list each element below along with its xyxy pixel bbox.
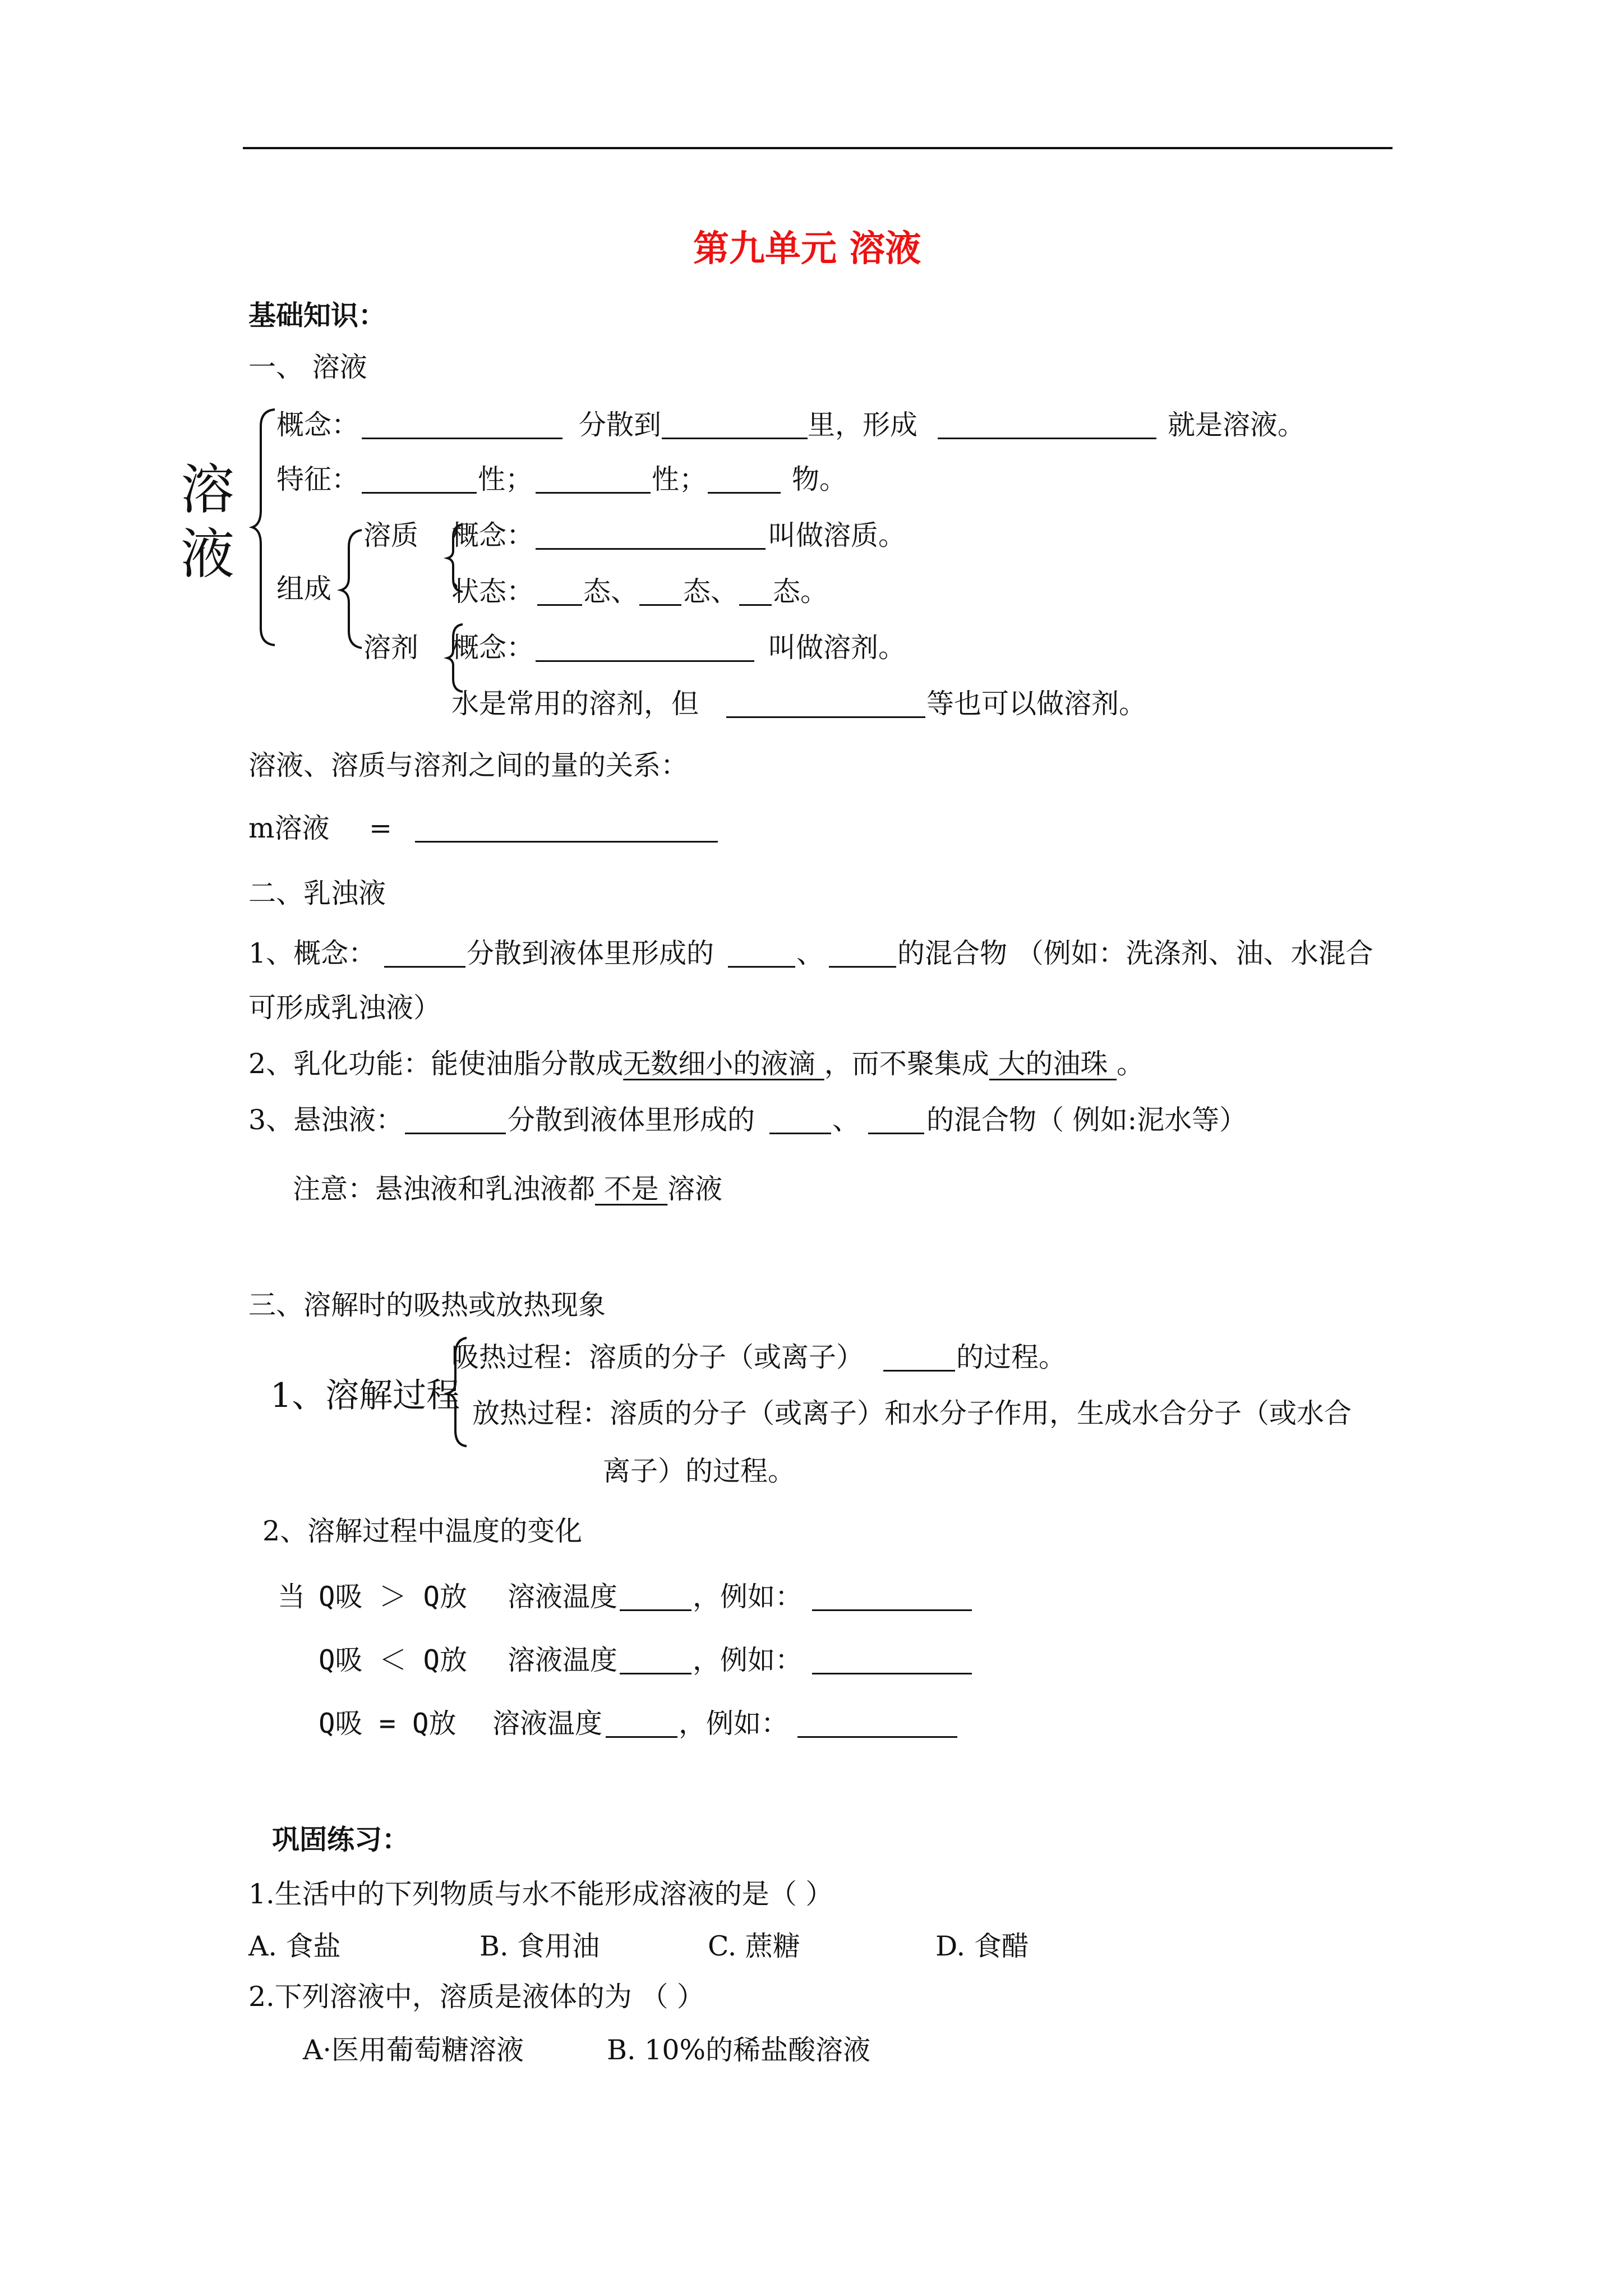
mass-eq: = xyxy=(369,812,393,844)
question-2: 2.下列溶液中，溶质是液体的为 （ ） xyxy=(248,1981,704,2013)
release-line-1: 放热过程：溶质的分子（或离子）和水分子作用，生成水合分子（或水合 xyxy=(472,1397,1352,1429)
feature-blank-1[interactable] xyxy=(362,492,477,494)
relation-text: 溶液、溶质与溶剂之间的量的关系： xyxy=(248,749,689,781)
emulsion-item2 xyxy=(248,1050,1144,1078)
feature-xing-2: 性； xyxy=(652,463,707,495)
solute-label: 溶质 xyxy=(363,519,419,551)
concept-mid-1: 分散到 xyxy=(579,409,662,441)
concept-blank-1[interactable] xyxy=(362,438,562,439)
solute-concept-end: 叫做溶质。 xyxy=(768,519,906,551)
row3-temp-label: 溶液温度 xyxy=(492,1708,603,1740)
q2-option-a[interactable]: A·医用葡萄糖溶液 xyxy=(303,2034,524,2066)
emulsion-item1-mid: 分散到液体里形成的 xyxy=(467,937,714,969)
note-end: 溶液 xyxy=(667,1173,723,1205)
absorb-start: 吸热过程：溶质的分子（或离子） xyxy=(451,1341,864,1373)
emulsion-item1-blank-1[interactable] xyxy=(384,966,465,968)
emulsion-item2-mid: ，而不聚集成 xyxy=(824,1048,989,1080)
big-label-rong: 溶 xyxy=(181,458,234,521)
big-label-ye: 液 xyxy=(181,523,234,586)
section1-heading: 一、 溶液 xyxy=(248,351,367,383)
section-basic-heading: 基础知识： xyxy=(248,300,386,332)
concept-mid-2: 里，形成 xyxy=(808,409,918,441)
q1-option-d[interactable]: D. 食醋 xyxy=(935,1930,1029,1962)
solvent-concept-end: 叫做溶剂。 xyxy=(768,632,906,664)
emulsion-item1-start: 1、概念： xyxy=(248,937,376,969)
row3-example-blank[interactable] xyxy=(797,1736,957,1738)
feature-blank-2[interactable] xyxy=(536,492,651,494)
composition-brace xyxy=(336,527,365,651)
section2-heading: 二、乳浊液 xyxy=(248,877,386,909)
question-1: 1.生活中的下列物质与水不能形成溶液的是（ ） xyxy=(248,1878,833,1910)
row3-temp-blank[interactable] xyxy=(606,1736,677,1738)
note-answer: 不是 xyxy=(595,1173,668,1205)
row2-example-label: ，例如： xyxy=(693,1644,803,1676)
emulsion-item1-blank-2[interactable] xyxy=(728,966,795,968)
state-1: 态、 xyxy=(583,576,639,608)
page-title: 第九单元 溶液 xyxy=(693,228,921,270)
row1-compare: Q吸 ＞ Q放 xyxy=(319,1581,468,1613)
row2-temp-label: 溶液温度 xyxy=(508,1644,618,1676)
section3-heading: 三、溶解时的吸热或放热现象 xyxy=(248,1289,606,1321)
water-line-end: 等也可以做溶剂。 xyxy=(926,688,1147,720)
emulsion-item1-end: 的混合物 （例如：洗涤剂、油、水混合 xyxy=(897,937,1373,969)
row1-example-blank[interactable] xyxy=(812,1609,972,1611)
suspension-mid: 分散到液体里形成的 xyxy=(508,1104,755,1136)
note-line xyxy=(293,1175,722,1203)
row2-example-blank[interactable] xyxy=(812,1673,972,1674)
suspension-start: 3、悬浊液： xyxy=(248,1104,404,1136)
concept-blank-3[interactable] xyxy=(938,438,1156,439)
state-2: 态、 xyxy=(683,576,739,608)
row1-temp-label: 溶液温度 xyxy=(508,1581,618,1613)
feature-xing-1: 性； xyxy=(478,463,533,495)
emulsion-item1-blank-3[interactable] xyxy=(829,966,896,968)
solute-concept-label: 概念： xyxy=(451,519,534,551)
row1-temp-blank[interactable] xyxy=(620,1609,691,1611)
row2-compare: Q吸 ＜ Q放 xyxy=(319,1644,468,1676)
state-label: 状态： xyxy=(451,576,534,608)
exercise-heading-text: 巩固练习 xyxy=(272,1824,382,1856)
note-start: 注意：悬浊液和乳浊液都 xyxy=(293,1173,596,1205)
state-blank-1[interactable] xyxy=(537,604,582,606)
concept-end: 就是溶液。 xyxy=(1168,409,1306,441)
emulsion-item1-sep: 、 xyxy=(796,937,824,969)
emulsion-item2-end: 。 xyxy=(1116,1048,1144,1080)
solute-concept-blank[interactable] xyxy=(536,548,766,550)
header-rule xyxy=(243,147,1393,149)
q1-option-a[interactable]: A. 食盐 xyxy=(248,1930,341,1962)
q1-option-b[interactable]: B. 食用油 xyxy=(479,1930,600,1962)
row1-pre: 当 xyxy=(278,1581,306,1613)
suspension-end: 的混合物（ 例如:泥水等） xyxy=(926,1104,1247,1136)
row3-example-label: ，例如： xyxy=(679,1708,789,1740)
composition-label: 组成 xyxy=(276,573,332,605)
q2-option-b[interactable]: B. 10%的稀盐酸溶液 xyxy=(607,2034,871,2066)
water-line-start: 水是常用的溶剂，但 xyxy=(451,688,699,720)
process-label: 1、溶解过程 xyxy=(270,1376,460,1415)
concept-blank-2[interactable] xyxy=(662,438,808,439)
emulsion-item1-line2: 可形成乳浊液） xyxy=(248,992,441,1024)
exercise-heading xyxy=(272,1824,410,1856)
suspension-blank-2[interactable] xyxy=(769,1133,831,1134)
feature-blank-3[interactable] xyxy=(708,492,781,494)
concept-label: 概念： xyxy=(276,409,359,441)
state-blank-3[interactable] xyxy=(739,604,772,606)
mass-label: m溶液 xyxy=(248,812,330,844)
water-blank[interactable] xyxy=(726,716,925,718)
row3-compare: Q吸 = Q放 xyxy=(319,1708,457,1740)
state-3: 态。 xyxy=(773,576,828,608)
emulsion-item2-answer-2: 大的油珠 xyxy=(989,1048,1117,1080)
q1-option-c[interactable]: C. 蔗糖 xyxy=(708,1930,800,1962)
suspension-blank-3[interactable] xyxy=(868,1133,924,1134)
mass-blank[interactable] xyxy=(415,841,718,843)
solvent-label: 溶剂 xyxy=(363,632,419,664)
release-line-2: 离子）的过程。 xyxy=(603,1455,796,1487)
temp-heading: 2、溶解过程中温度的变化 xyxy=(262,1515,583,1547)
absorb-end: 的过程。 xyxy=(956,1341,1067,1373)
feature-label: 特征： xyxy=(276,463,359,495)
solution-brace xyxy=(252,404,286,651)
row2-temp-blank[interactable] xyxy=(620,1673,691,1674)
row1-example-label: ，例如： xyxy=(693,1581,803,1613)
state-blank-2[interactable] xyxy=(639,604,681,606)
solvent-concept-label: 概念： xyxy=(451,632,534,664)
solvent-concept-blank[interactable] xyxy=(536,660,754,662)
suspension-sep: 、 xyxy=(832,1104,860,1136)
emulsion-item2-answer-1: 无数细小的液滴 xyxy=(623,1048,824,1080)
exercise-heading-colon: ： xyxy=(382,1824,410,1856)
absorb-blank[interactable] xyxy=(883,1370,955,1372)
feature-end: 物。 xyxy=(792,463,847,495)
suspension-blank-1[interactable] xyxy=(405,1133,506,1134)
emulsion-item2-start: 2、乳化功能：能使油脂分散成 xyxy=(248,1048,624,1080)
